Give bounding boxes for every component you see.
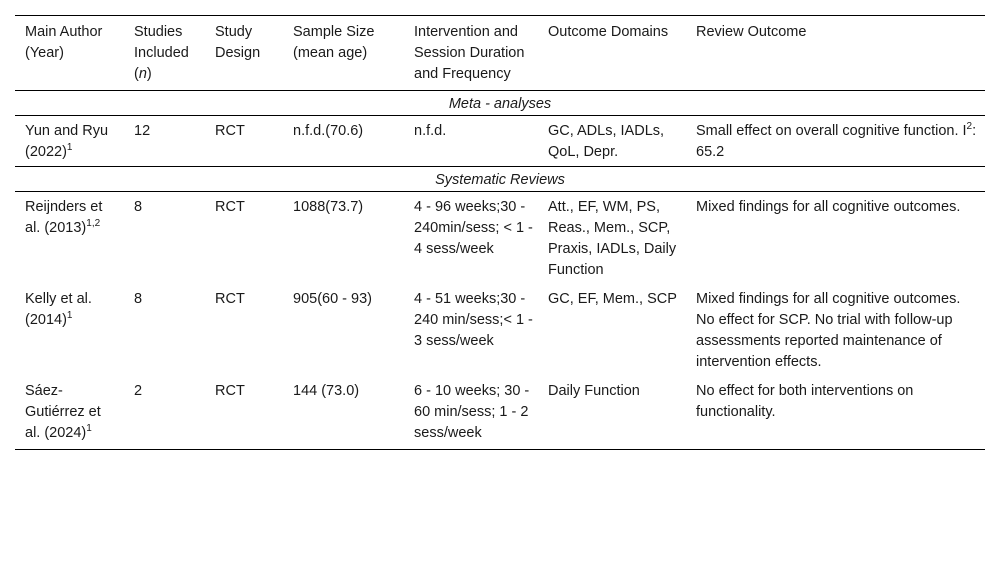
table-row xyxy=(15,116,985,167)
cell-design: RCT xyxy=(205,116,283,167)
table-row xyxy=(15,284,985,376)
table-row xyxy=(15,192,985,285)
cell-review: Mixed findings for all cognitive outcomes. xyxy=(696,199,961,215)
header-design: Study Design xyxy=(215,24,261,61)
cell-sample: n.f.d.(70.6) xyxy=(283,116,404,167)
header-domains: Outcome Domains xyxy=(548,24,669,40)
section-label: Meta - analyses xyxy=(15,91,985,116)
cell-review: Small effect on overall cognitive function. $I^2$: 65.2 xyxy=(686,116,985,167)
section-label: Systematic Reviews xyxy=(15,167,985,192)
cell-author: Yun and Ryu $(2022)^1$ xyxy=(15,116,124,167)
cell-studies: 8 xyxy=(134,199,143,215)
cell-design: RCT xyxy=(215,291,245,307)
cell-author: Kelly et al. $(2014)^1$ xyxy=(25,291,92,328)
header-review: Review Outcome xyxy=(696,24,807,40)
cell-review: No effect for both interventions on functionality. xyxy=(686,376,985,450)
cell-domains: GC, EF, Mem., SCP xyxy=(548,291,677,307)
cell-domains: Daily Function xyxy=(538,376,686,450)
header-author: Main Author (Year) xyxy=(25,24,103,61)
header-intervention: Intervention and Session Duration and Frequency xyxy=(414,24,525,82)
cell-domains: GC, ADLs, IADLs, QoL, Depr. xyxy=(538,116,686,167)
section-row-systematic xyxy=(15,167,985,192)
table-row xyxy=(15,376,985,450)
cell-intervention: 6 - 10 weeks; 30 - 60 min/sess; 1 - 2 sess/week xyxy=(404,376,538,450)
header-studies: Studies Included (n) xyxy=(134,24,189,82)
table-header xyxy=(15,16,985,91)
review-summary-table xyxy=(15,15,985,450)
cell-intervention: n.f.d. xyxy=(404,116,538,167)
cell-design: RCT xyxy=(205,376,283,450)
cell-design: RCT xyxy=(215,199,245,215)
cell-studies: 12 xyxy=(124,116,205,167)
cell-sample: 144 (73.0) xyxy=(283,376,404,450)
cell-studies: 2 xyxy=(124,376,205,450)
section-row-meta xyxy=(15,91,985,116)
cell-author: Sáez-Gutiérrez et al. $(2024)^1$ xyxy=(15,376,124,450)
cell-studies: 8 xyxy=(134,291,143,307)
cell-intervention: 4 - 96 weeks;30 - 240min/sess; < 1 - 4 sess/week xyxy=(414,199,533,257)
cell-intervention: 4 - 51 weeks;30 - 240 min/sess;< 1 - 3 sess/week xyxy=(414,291,533,349)
header-sample: Sample Size (mean age) xyxy=(293,24,375,61)
cell-sample: 905(60 - 93) xyxy=(293,291,372,307)
cell-review: Mixed findings for all cognitive outcomes. No effect for SCP. No trial with follow-up assessments reported maintenance of intervention effects. xyxy=(696,291,961,370)
cell-author: Reijnders et al. $(2013)^{1,2}$ xyxy=(25,199,103,236)
cell-sample: 1088(73.7) xyxy=(293,199,364,215)
cell-domains: Att., EF, WM, PS, Reas., Mem., SCP, Praxis, IADLs, Daily Function xyxy=(548,199,677,278)
